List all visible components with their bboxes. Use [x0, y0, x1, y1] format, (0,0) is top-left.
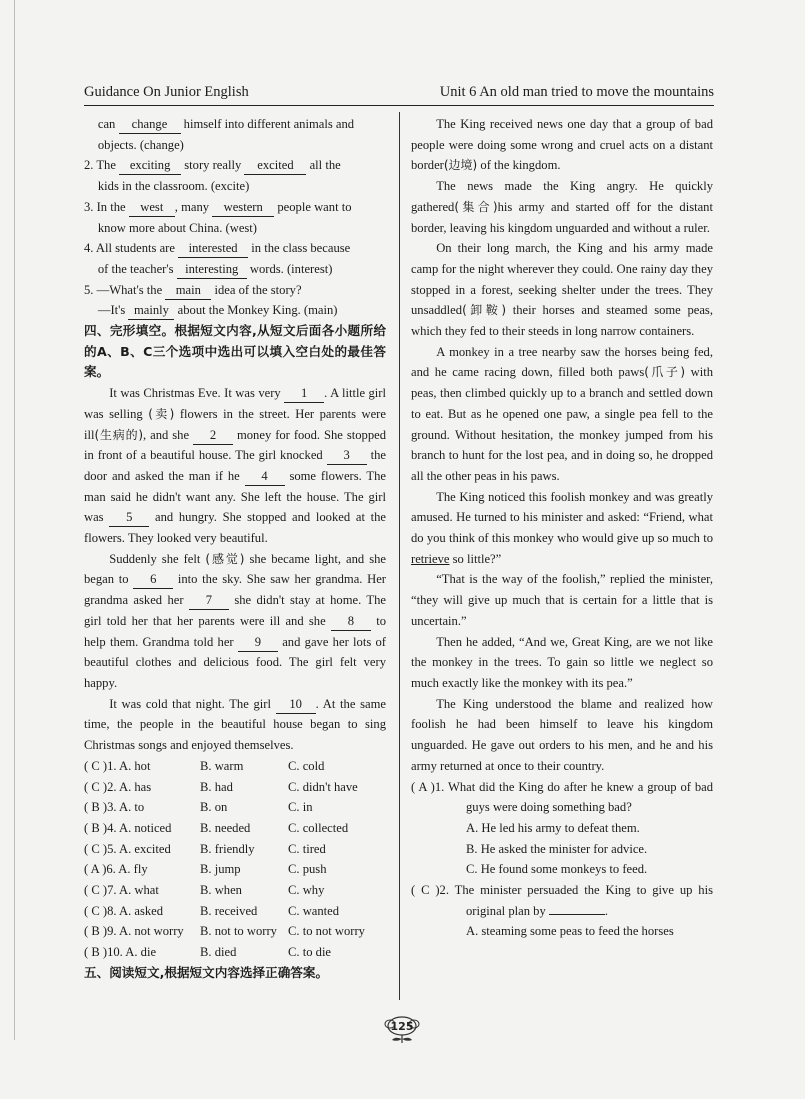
option-row: ( B )10. A. die B. died C. to die: [84, 945, 332, 960]
cloze-blank: 6: [133, 571, 173, 589]
page-number: 125: [390, 1020, 414, 1033]
answer-blank: exciting: [119, 157, 181, 175]
option-row: ( C )7. A. what B. when C. why: [84, 883, 325, 898]
answer-blank: mainly: [128, 302, 174, 320]
exercise-line: of the teacher's interesting words. (interest): [84, 259, 386, 280]
scan-edge: [14, 0, 15, 1040]
cloze-blank: 4: [245, 468, 285, 486]
option-row: ( A )6. A. fly B. jump C. push: [84, 862, 327, 877]
answer-blank: western: [212, 199, 274, 217]
reading-paragraph: “That is the way of the foolish,” replied the minister, “they will give up much that is certain for a little that is uncertain.”: [411, 572, 713, 628]
exercise-line: kids in the classroom. (excite): [97, 179, 250, 194]
page-header: [84, 84, 714, 104]
reading-paragraph: The King received news one day that a group of bad people were doing some wrong and cruel acts on a distant border(边境) of the kingdom.: [411, 117, 713, 173]
answer-blank: [549, 914, 605, 915]
cloze-blank: 10: [276, 696, 316, 714]
answer-blank: main: [165, 282, 211, 300]
exercise-item: 2. The exciting story really excited all the: [84, 155, 386, 176]
answer-blank: change: [119, 116, 181, 134]
cloze-blank: 5: [109, 509, 149, 527]
cloze-blank: 9: [238, 634, 278, 652]
cloze-paragraph: Suddenly she felt (感觉) she became light, and she began to 6 into the sky. She saw her grandma. Her grandma asked her 7 she didn't stay at home. The girl told her that her parents were ill and she 8 to help them. Grandma told her 9 and gave her lots of beautiful clothes and delicious food. The girl felt very happy.: [84, 551, 387, 690]
right-column: [411, 114, 713, 942]
exercise-item: 3. In the west , many western people want to: [84, 197, 386, 218]
page-footer: [378, 1014, 426, 1044]
reading-paragraph: A monkey in a tree nearby saw the horses being fed, and he came racing down, filled both paws(爪子) with peas, then climbed quickly up to a branch and settled down to eat. But as he opened one paw, a single pea fell to the ground. Without hesitation, the monkey jumped from his branch to hunt for the lost pea, and in doing so, he dropped all the other peas in his paws.: [411, 344, 713, 483]
reading-paragraph: Then he added, “And we, Great King, are we not like the monkey in the trees. To gain so little we neglect so much exactly like the monkey with its pea.”: [411, 634, 713, 690]
exercise-line: —It's mainly about the Monkey King. (main): [84, 300, 386, 321]
section-heading-cloze: 四、完形填空。根据短文内容,从短文后面各小题所给的A、B、C三个选项中选出可以填入空白处的最佳答案。: [84, 323, 386, 380]
option-row: ( C )8. A. asked B. received C. wanted: [84, 903, 340, 918]
exercise-line: can change himself into different animals and: [84, 114, 386, 135]
option-row: ( B )3. A. to B. on C. in: [84, 800, 313, 815]
reading-paragraph: The news made the King angry. He quickly gathered(集合)his army and started off for the distant border, leaving his kingdom unguarded and without a ruler.: [411, 179, 713, 235]
cloze-blank: 2: [193, 427, 233, 445]
question-option: B. He asked the minister for advice.: [466, 841, 648, 856]
option-row: ( C )2. A. has B. had C. didn't have: [84, 779, 358, 794]
left-column: [84, 114, 386, 984]
cloze-paragraph: It was cold that night. The girl 10 . At the same time, the people in the beautiful house began to sing Christmas songs and enjoyed themselves.: [84, 696, 386, 753]
answer-blank: west: [129, 199, 175, 217]
cloze-blank: 3: [327, 447, 367, 465]
answer-blank: interested: [178, 240, 248, 258]
cloze-blank: 1: [284, 385, 324, 403]
unit-title: Unit 6 An old man tried to move the mountains: [439, 84, 714, 100]
section-heading-reading: 五、阅读短文,根据短文内容选择正确答案。: [84, 964, 329, 980]
exercise-item: 5. —What's the main idea of the story?: [84, 280, 386, 301]
cloze-blank: 7: [189, 592, 229, 610]
answer-blank: excited: [244, 157, 306, 175]
option-row: ( B )4. A. noticed B. needed C. collected: [84, 820, 349, 835]
answer-blank: interesting: [177, 261, 247, 279]
column-divider: [399, 112, 400, 1000]
exercise-line: know more about China. (west): [97, 220, 257, 235]
reading-question: ( A )1. What did the King do after he knew a group of bad guys were doing something bad?: [411, 779, 713, 815]
question-option: C. He found some monkeys to feed.: [466, 862, 648, 877]
underlined-word: retrieve: [411, 551, 450, 566]
reading-question: ( C )2. The minister persuaded the King to give up his original plan by .: [411, 883, 713, 918]
exercise-item: 4. All students are interested in the class because: [84, 238, 386, 259]
exercise-line: objects. (change): [97, 137, 184, 152]
header-rule: [84, 105, 714, 106]
option-row: ( C )1. A. hot B. warm C. cold: [84, 758, 325, 773]
cloze-blank: 8: [331, 613, 371, 631]
option-row: ( C )5. A. excited B. friendly C. tired: [84, 841, 326, 856]
question-option: A. He led his army to defeat them.: [466, 820, 640, 835]
reading-paragraph: The King understood the blame and realized how foolish he had been himself to leave his kingdom unguarded. He gave out orders to his men, and he and his army returned at once to their country.: [411, 696, 713, 773]
reading-paragraph: The King noticed this foolish monkey and was greatly amused. He turned to his minister and asked: “Friend, what do you think of this monkey who would give up so much to retrieve so little?”: [411, 489, 713, 566]
option-row: ( B )9. A. not worry B. not to worry C. to not worry: [84, 924, 365, 939]
question-option: A. steaming some peas to feed the horses: [466, 924, 674, 939]
cloze-paragraph: It was Christmas Eve. It was very 1 . A little girl was selling (卖) flowers in the street. Her parents were ill(生病的), and she 2 money for food. She stopped in front of a beautiful house. The girl knocked 3 the door and asked the man if he 4 some flowers. The man said he didn't want any. She left the house. The girl was 5 and hungry. She stopped and looked at the flowers. They looked very beautiful.: [84, 386, 387, 546]
reading-paragraph: On their long march, the King and his army made camp for the night wherever they could. One rainy day they stopped in a forest, seeking shelter under the trees. They unsaddled(卸鞍) their horses and steamed some peas, which they fed to their steeds in long narrow containers.: [411, 241, 713, 339]
book-title: Guidance On Junior English: [84, 84, 249, 100]
cloze-options: [84, 756, 386, 963]
